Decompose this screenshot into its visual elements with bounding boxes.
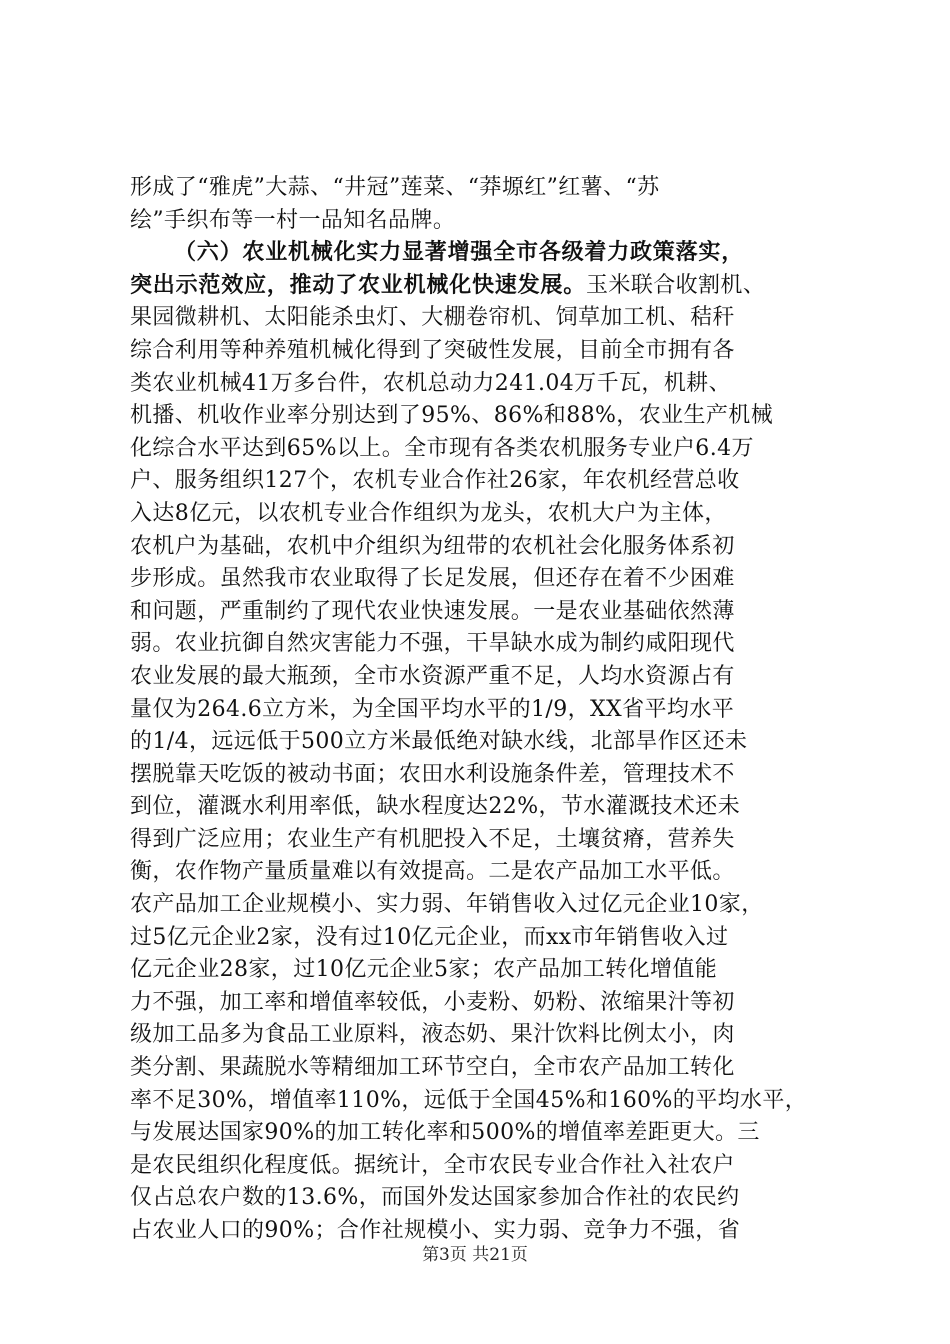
text-line: 类分割、果蔬脱水等精细加工环节空白，全市农产品加工转化 <box>130 1055 735 1081</box>
text-line <box>130 270 828 303</box>
text-line: 过5亿元企业2家，没有过10亿元企业，而xx市年销售收入过 <box>130 924 729 950</box>
text-line: 机播、机收作业率分别达到了95%、86%和88%，农业生产机械 <box>130 403 774 429</box>
section-heading-continuation: 突出示范效应，推动了农业机械化快速发展。 <box>130 272 587 298</box>
text-line: 农业发展的最大瓶颈，全市水资源严重不足，人均水资源占有 <box>130 663 735 689</box>
text-line: 类农业机械41万多台件，农机总动力241.04万千瓦，机耕、 <box>130 370 731 396</box>
text-line: 绘”手织布等一村一品知名品牌。 <box>130 207 456 233</box>
text-line: 果园微耕机、太阳能杀虫灯、大棚卷帘机、饲草加工机、秸秆 <box>130 305 735 331</box>
text-line: 亿元企业28家，过10亿元企业5家；农产品加工转化增值能 <box>130 957 718 983</box>
text-line: 摆脱靠天吃饭的被动书面；农田水利设施条件差，管理技术不 <box>130 761 735 787</box>
text-line: 形成了“雅虎”大蒜、“井冠”莲菜、“莽塬红”红薯、“苏 <box>130 175 660 200</box>
text-line: 入达8亿元，以农机专业合作组织为龙头，农机大户为主体， <box>130 500 727 526</box>
text-line: 到位，灌溉水利用率低，缺水程度达22%，节水灌溉技术还未 <box>130 794 741 820</box>
text-line: 是农民组织化程度低。据统计，全市农民专业合作社入社农户 <box>130 1152 735 1178</box>
text-line: 级加工品多为食品工业原料，液态奶、果汁饮料比例太小，肉 <box>130 1022 735 1048</box>
text-line: 力不强，加工率和增值率较低，小麦粉、奶粉、浓缩果汁等初 <box>130 989 735 1015</box>
text-line: 农机户为基础，农机中介组织为纽带的农机社会化服务体系初 <box>130 533 735 559</box>
text-line: 仅占总农户数的13.6%，而国外发达国家参加合作社的农民约 <box>130 1185 740 1211</box>
text-line: 农产品加工企业规模小、实力弱、年销售收入过亿元企业10家， <box>130 892 764 918</box>
text-line: 占农业人口的90%；合作社规模小、实力弱、竞争力不强，省 <box>130 1218 741 1243</box>
text-line: 弱。农业抗御自然灾害能力不强，干旱缺水成为制约咸阳现代 <box>130 631 735 657</box>
text-line: 综合利用等种养殖机械化得到了突破性发展，目前全市拥有各 <box>130 337 735 363</box>
text-line: 得到广泛应用；农业生产有机肥投入不足，土壤贫瘠，营养失 <box>130 826 735 852</box>
text-line: 衡，农作物产量质量难以有效提高。二是农产品加工水平低。 <box>130 859 735 885</box>
body-text <box>130 172 828 1248</box>
section-heading-line: （六）农业机械化实力显著增强全市各级着力政策落实， <box>174 240 745 266</box>
text-line: 量仅为264.6立方米，为全国平均水平的1/9，XX省平均水平 <box>130 696 735 722</box>
text-line: 的1/4，远远低于500立方米最低绝对缺水线，北部旱作区还未 <box>130 729 748 755</box>
page-footer <box>0 1244 950 1266</box>
text-line: 化综合水平达到65%以上。全市现有各类农机服务专业户6.4万 <box>130 435 754 461</box>
text-line: 和问题，严重制约了现代农业快速发展。一是农业基础依然薄 <box>130 598 735 624</box>
text-line-tail: 玉米联合收割机、 <box>586 272 766 298</box>
text-line: 户、服务组织127个，农机专业合作社26家，年农机经营总收 <box>130 468 740 494</box>
text-line: 与发展达国家90%的加工转化率和500%的增值率差距更大。三 <box>130 1120 760 1146</box>
text-line: 率不足30%，增值率110%，远低于全国45%和160%的平均水平， <box>130 1087 808 1113</box>
page-number: 第3页 共21页 <box>422 1245 528 1265</box>
text-line: 步形成。虽然我市农业取得了长足发展，但还存在着不少困难 <box>130 566 735 592</box>
